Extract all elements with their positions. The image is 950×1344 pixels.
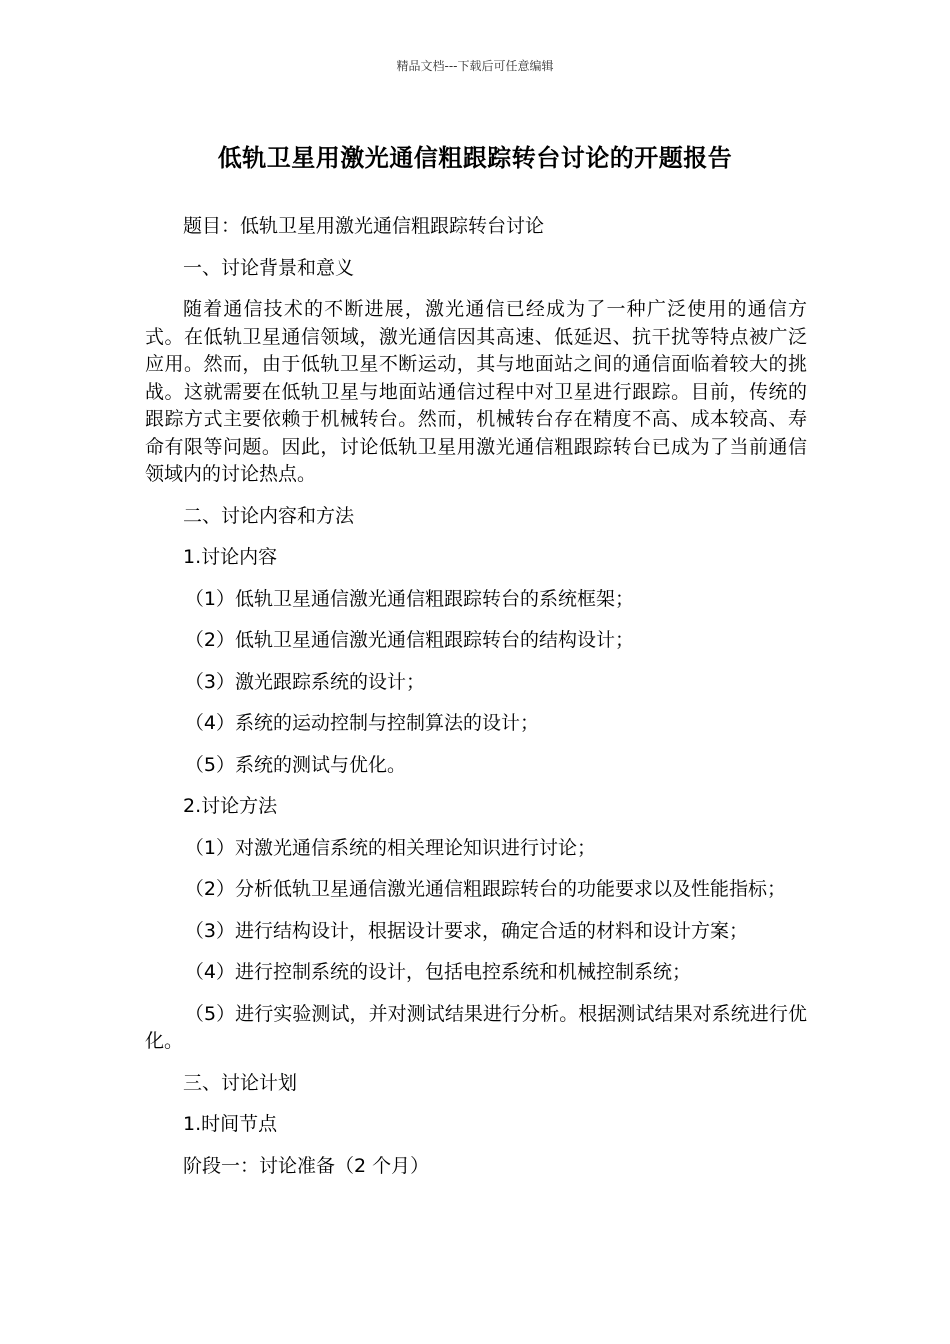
stage-one-line: 阶段一：讨论准备（2 个月） [183, 1154, 430, 1177]
subheading-method: 2.讨论方法 [183, 795, 278, 817]
background-paragraph: 随着通信技术的不断进展，激光通信已经成为了一种广泛使用的通信方式。在低轨卫星通信领域，激光通信因其高速、低延迟、抗干扰等特点被广泛应用。然而，由于低轨卫星不断运动，其与地面站之间的通信面临着较大的挑战。这就需要在低轨卫星与地面站通信过程中对卫星进行跟踪。目前，传统的跟踪方式主要依赖于机械转台。然而，机械转台存在精度不高、成本较高、寿命有限等问题。因此，讨论低轨卫星用激光通信粗跟踪转台已成为了当前通信领域内的讨论热点。 [145, 298, 807, 485]
content-item-1: （1）低轨卫星通信激光通信粗跟踪转台的系统框架； [184, 587, 634, 610]
subheading-time-nodes: 1.时间节点 [183, 1113, 278, 1135]
subject-line: 题目：低轨卫星用激光通信粗跟踪转台讨论 [183, 215, 545, 237]
document-body [145, 213, 807, 1194]
section-heading-plan: 三、讨论计划 [183, 1071, 298, 1094]
section-heading-content-method: 二、讨论内容和方法 [183, 504, 355, 527]
content-item-3: （3）激光跟踪系统的设计； [184, 670, 425, 693]
content-item-5: （5）系统的测试与优化。 [184, 753, 406, 776]
content-item-4: （4）系统的运动控制与控制算法的设计； [184, 712, 539, 734]
page-header-note: 精品文档---下载后可任意编辑 [396, 59, 554, 73]
method-item-4: （4）进行控制系统的设计，包括电控系统和机械控制系统； [184, 961, 691, 983]
subheading-content: 1.讨论内容 [183, 546, 278, 568]
method-item-1: （1）对激光通信系统的相关理论知识进行讨论； [184, 836, 596, 859]
method-item-5: （5）进行实验测试，并对测试结果进行分析。根据测试结果对系统进行优化。 [145, 1002, 807, 1052]
document-title: 低轨卫星用激光通信粗跟踪转台讨论的开题报告 [217, 144, 733, 172]
section-heading-background: 一、讨论背景和意义 [183, 256, 355, 279]
method-item-3: （3）进行结构设计，根据设计要求，确定合适的材料和设计方案； [184, 919, 748, 942]
method-item-2: （2）分析低轨卫星通信激光通信粗跟踪转台的功能要求以及性能指标； [184, 878, 786, 900]
content-item-2: （2）低轨卫星通信激光通信粗跟踪转台的结构设计； [184, 629, 634, 651]
